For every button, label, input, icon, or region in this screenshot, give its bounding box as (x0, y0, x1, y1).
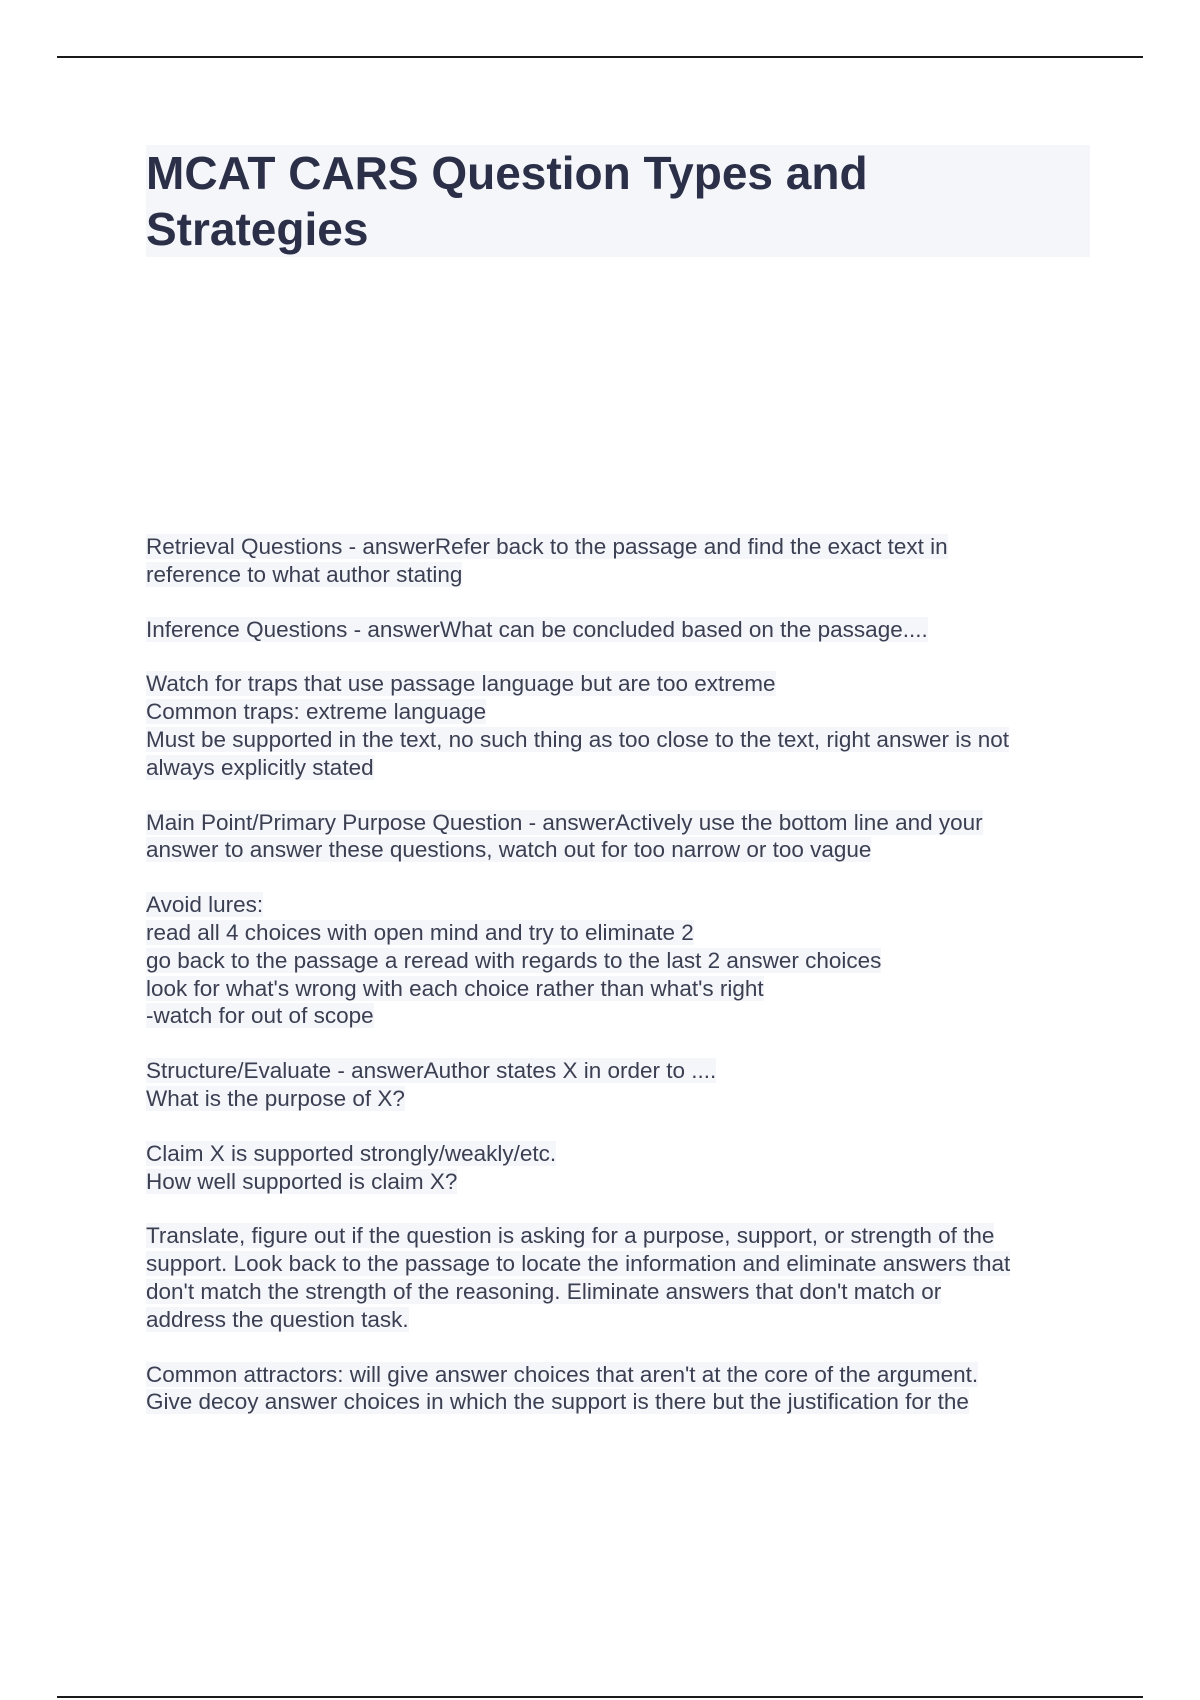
paragraph-main-point (146, 809, 1090, 865)
text-line: -watch for out of scope (146, 1003, 374, 1029)
bottom-rule (57, 1696, 1143, 1698)
body-text (146, 533, 1090, 1443)
text-line: How well supported is claim X? (146, 1168, 458, 1194)
text-line: Main Point/Primary Purpose Question - answerActively use the bottom line and your (146, 809, 983, 835)
text-line: support. Look back to the passage to locate the information and eliminate answers that (146, 1251, 1011, 1277)
text-line: Claim X is supported strongly/weakly/etc. (146, 1140, 557, 1166)
text-line: Retrieval Questions - answerRefer back to the passage and find the exact text in (146, 534, 948, 559)
text-line: reference to what author stating (146, 561, 463, 587)
title-box (146, 145, 1090, 257)
paragraph-avoid-lures (146, 891, 1090, 1030)
text-line: Inference Questions - answerWhat can be concluded based on the passage.... (146, 616, 928, 642)
paragraph-common-attractors (146, 1361, 1090, 1417)
text-line: address the question task. (146, 1306, 409, 1332)
text-line: Common traps: extreme language (146, 699, 487, 725)
text-line: read all 4 choices with open mind and try to eliminate 2 (146, 919, 694, 945)
text-line: Watch for traps that use passage language but are too extreme (146, 671, 776, 697)
paragraph-retrieval (146, 533, 1090, 589)
text-line: Must be supported in the text, no such thing as too close to the text, right answer is not (146, 726, 1009, 752)
text-line: go back to the passage a reread with regards to the last 2 answer choices (146, 947, 882, 973)
paragraph-traps (146, 670, 1090, 781)
text-line: don't match the strength of the reasoning. Eliminate answers that don't match or (146, 1278, 942, 1304)
top-rule (57, 56, 1143, 58)
paragraph-structure-evaluate (146, 1057, 1090, 1113)
text-line: Structure/Evaluate - answerAuthor states X in order to .... (146, 1058, 717, 1084)
text-line: What is the purpose of X? (146, 1085, 405, 1111)
paragraph-inference (146, 616, 1090, 644)
paragraph-claim-support (146, 1140, 1090, 1196)
text-line: answer to answer these questions, watch out for too narrow or too vague (146, 837, 872, 863)
text-line: look for what's wrong with each choice rather than what's right (146, 975, 764, 1001)
text-line: Common attractors: will give answer choices that aren't at the core of the argument. (146, 1361, 979, 1387)
paragraph-translate (146, 1222, 1090, 1333)
page-title: MCAT CARS Question Types and Strategies (146, 147, 868, 255)
text-line: Avoid lures: (146, 892, 264, 918)
text-line: Translate, figure out if the question is asking for a purpose, support, or strength of the (146, 1223, 995, 1249)
text-line: Give decoy answer choices in which the support is there but the justification for the (146, 1389, 969, 1415)
text-line: always explicitly stated (146, 754, 374, 780)
